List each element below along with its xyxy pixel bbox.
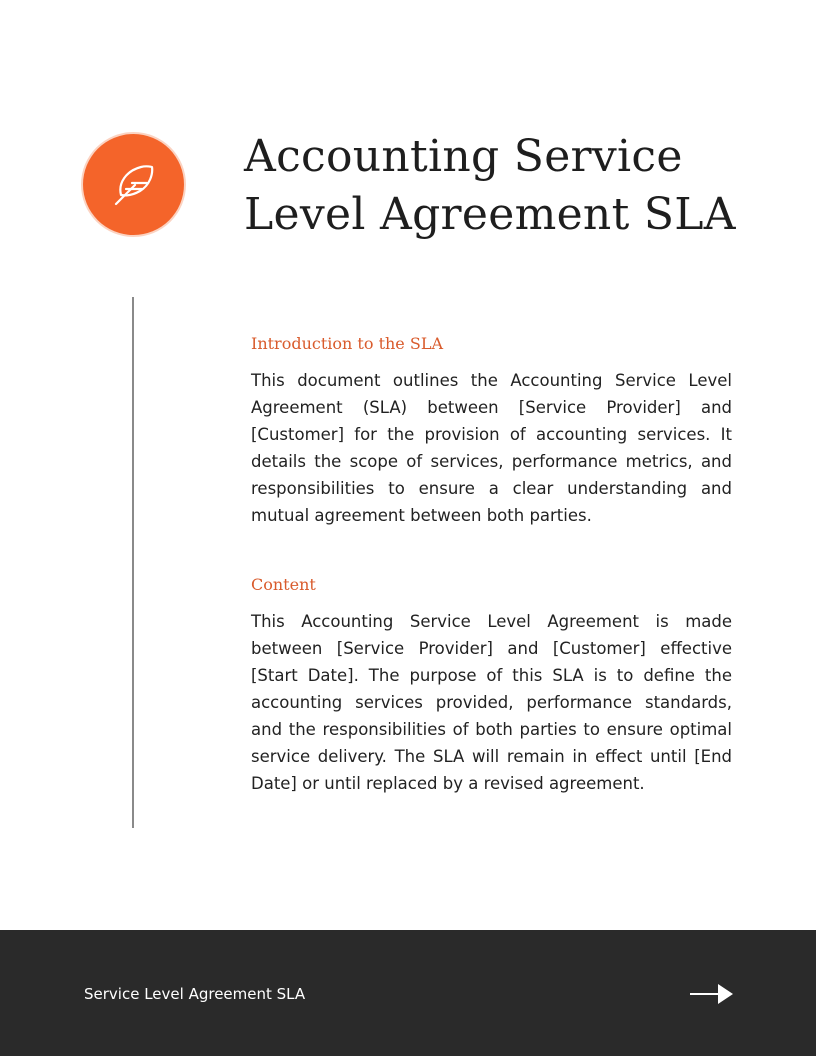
section-heading: Content	[251, 575, 316, 594]
footer-label: Service Level Agreement SLA	[84, 985, 306, 1003]
feather-icon	[107, 158, 160, 211]
content-section	[251, 573, 732, 797]
footer-bar	[0, 930, 816, 1056]
vertical-divider	[132, 297, 134, 828]
section-body: This document outlines the Accounting Service Level Agreement (SLA) between [Service Provider] and [Customer] for the provision of accounting services. It details the scope of services, performance metrics, and responsibilities to ensure a clear understanding and mutual agreement between both parties.	[251, 371, 732, 525]
intro-section	[251, 332, 732, 529]
section-body: This Accounting Service Level Agreement is made between [Service Provider] and [Customer] effective [Start Date]. The purpose of this SLA is to define the accounting services provided, performance standards, and the responsibilities of both parties to ensure optimal service delivery. The SLA will remain in effect until [End Date] or until replaced by a revised agreement.	[251, 612, 732, 793]
page-title: Accounting Service Level Agreement SLA	[244, 131, 736, 240]
section-heading: Introduction to the SLA	[251, 334, 443, 353]
arrow-right-icon[interactable]	[690, 983, 734, 1005]
feather-logo	[83, 134, 184, 235]
